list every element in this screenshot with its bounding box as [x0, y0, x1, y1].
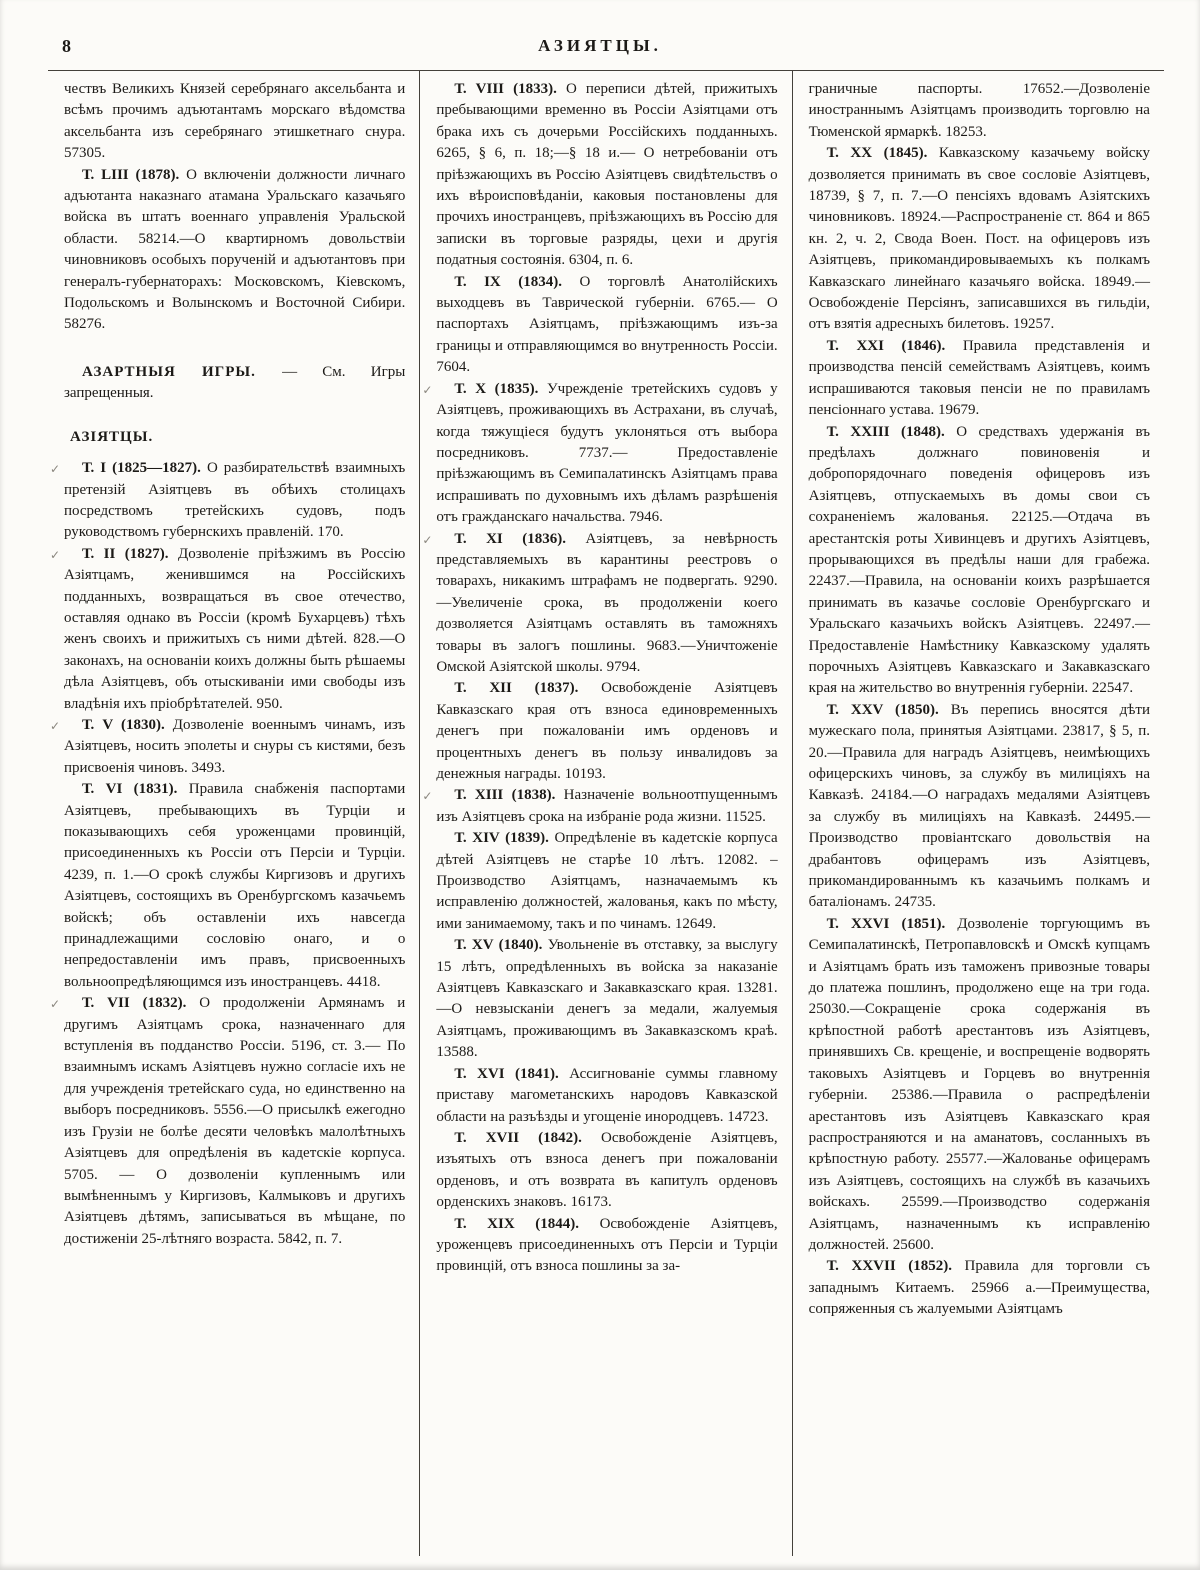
- index-entry: Т. XV (1840). Увольненіе въ отставку, за выслугу 15 лѣтъ, опредѣленныхъ въ войска за наказаніе Азіятцевъ Кавказскаго и Закавказскаго края. 13281.—О невзысканіи денегъ за медали, жалуемыя Азіятцамъ, проживающимъ въ Закавказскомъ краѣ. 13588.: [436, 937, 778, 1061]
- entry-lead: Т. XXVI (1851).: [826, 915, 958, 932]
- index-entry: Т. XXVII (1852). Правила для торговли съ западнымъ Китаемъ. 25966 а.—Преимущества, сопряженныя съ жалуемыми Азіятцамъ: [808, 1258, 1150, 1318]
- index-entry: Т. XIX (1844). Освобожденіе Азіятцевъ, уроженцевъ присоединенныхъ отъ Персіи и Турціи провинцій, отъ взноса пошлины за за-: [436, 1215, 778, 1275]
- pencil-check-mark: ✓: [422, 382, 433, 397]
- index-entry: Т. XXV (1850). Въ перепись вносятся дѣти мужескаго пола, принятыя Азіятцами. 23817, § 5, п. 20.—Правила для наградъ Азіятцевъ, неимѣющихъ офицерскихъ чиновъ, за службу въ милиціяхъ на Кавказѣ. 24184.—О наградахъ медалями Азіятцевъ за службу въ милиціяхъ на Кавказѣ. 24495.—Производство провіантскаго довольствія на драбантовъ офицерамъ изъ Азіятцевъ, прикомандированнымъ къ казачьимъ полкамъ и баталіонамъ. 24735.: [808, 701, 1150, 911]
- index-entry: ✓ Т. II (1827). Дозволеніе пріѣзжимъ въ Россію Азіятцамъ, женившимся на Россійскихъ подданныхъ, возвращаться въ свое отечество, оставляя однако въ Россіи (кромѣ Бухарцевъ) тѣхъ женъ своихъ и прижитыхъ съ ними дѣтей. 828.—О законахъ, на основаніи коихъ должны быть рѣшаемы дѣла Азіятцевъ, объ отыскиваніи ими свободы изъ владѣнія ихъ пріобрѣтателей. 950.: [50, 545, 406, 712]
- entry-lead: АЗІЯТЦЫ.: [70, 428, 154, 445]
- text-column-2: [419, 71, 791, 1556]
- entry-lead: Т. V (1830).: [82, 716, 173, 733]
- index-entry: ✓ Т. I (1825—1827). О разбирательствѣ взаимныхъ претензій Азіятцевъ въ обѣихъ столицахъ посредствомъ третейскихъ судовъ, подъ руководствомъ губернскихъ правленій. 170.: [50, 460, 406, 541]
- pencil-check-mark: ✓: [422, 789, 433, 804]
- entry-lead: Т. XXVII (1852).: [826, 1258, 965, 1275]
- pencil-check-mark: ✓: [50, 462, 61, 477]
- running-title: АЗИЯТЦЫ.: [538, 36, 662, 55]
- index-entry: Т. XVII (1842). Освобожденіе Азіятцевъ, изъятыхъ отъ взноса денегъ при пожалованіи орденовъ, и отъ возврата въ капитулъ орденовъ орденскихъ знаковъ. 16173.: [436, 1129, 778, 1211]
- index-entry: Т. XII (1837). Освобожденіе Азіятцевъ Кавказскаго края отъ взноса единовременныхъ денегъ при пожалованіи имъ орденовъ и процентныхъ денегъ въ пользу инвалидовъ за денежныя награды. 10193.: [436, 680, 778, 782]
- entry-lead: Т. XVII (1842).: [454, 1129, 602, 1146]
- index-entry: ✓ Т. X (1835). Учрежденіе третейскихъ судовъ у Азіятцевъ, проживающихъ въ Астрахани, въ случаѣ, когда тяжущіеся будутъ уклоняться отъ выбора посредниковъ. 7737.— Предоставленіе пріѣзжающимъ въ Семипалатинскъ Азіятцамъ права испрашивать по духовнымъ ихъ дѣламъ разрѣшенія отъ гражданскаго начальства. 7946.: [422, 380, 778, 526]
- entry-lead: Т. XXI (1846).: [826, 337, 963, 354]
- cross-reference-heading: АЗАРТНЫЯ ИГРЫ. — См. Игры запрещенныя.: [64, 363, 406, 402]
- index-entry: Т. XX (1845). Кавказскому казачьему войску дозволяется принимать въ свое сословіе Азіятцевъ, 18739, § 7, п. 7.—О пенсіяхъ вдовамъ Азіятскихъ чиновниковъ. 18924.—Распространеніе ст. 864 и 865 кн. 2, ч. 2, Свода Воен. Пост. на офицеровъ изъ Азіятцевъ, прикомандировываемыхъ къ полкамъ Кавказскаго линейнаго казачьяго войска. 18949.—Освобожденіе Персіянъ, записавшихся въ гильдіи, отъ взятія адресныхъ билетовъ. 19257.: [808, 145, 1150, 333]
- index-entry: ✓ Т. V (1830). Дозволеніе военнымъ чинамъ, изъ Азіятцевъ, носить эполеты и снуры съ кистями, безъ присвоенія чиновъ. 3493.: [50, 716, 406, 776]
- index-entry: Т. XXIII (1848). О средствахъ удержанія въ предѣлахъ должнаго повиновенія и добропорядочнаго поведенія офицеровъ изъ Азіятцевъ, отпускаемыхъ въ домы свои съ сохраненіемъ жалованья. 22125.—Отдача въ арестантскія роты Хивинцевъ и другихъ Азіятцевъ, прорывающихся въ предѣлы наши для грабежа. 22437.—Правила, на основаніи коихъ разрѣшается принимать въ казачье сословіе Оренбургскаго и Уральскаго казачьихъ войскъ Азіятцевъ. 22497.—Предоставленіе Намѣстнику Кавказскому удалять порочныхъ Азіятцевъ Кавказскаго и Закавказскаго края на жительство во внутреннія губерніи. 22547.: [808, 423, 1150, 697]
- entry-lead: Т. XIX (1844).: [454, 1215, 600, 1232]
- entry-lead: Т. XVI (1841).: [454, 1065, 570, 1082]
- index-entry: Т. LIII (1878). О включеніи должности личнаго адъютанта наказнаго атамана Уральскаго казачьяго войска въ штатъ военнаго управленія Уральской области. 58214.—О квартирномъ довольствіи чиновниковъ особыхъ порученій и адъютантовъ при генералъ-губернаторахъ: Московскомъ, Кіевскомъ, Подольскомъ и Волынскомъ и Восточной Сибири. 58276.: [64, 166, 406, 333]
- text-column-1: [48, 71, 419, 1556]
- index-entry: Т. IX (1834). О торговлѣ Анатолійскихъ выходцевъ въ Таврической губерніи. 6765.— О паспортахъ Азіятцамъ, пріѣзжающимъ изъ-за границы и отправляющимся во внутренность Россіи. 7604.: [436, 273, 778, 376]
- entry-lead: Т. XV (1840).: [454, 937, 548, 954]
- pencil-check-mark: ✓: [50, 718, 61, 733]
- entry-lead: Т. XXV (1850).: [826, 701, 951, 718]
- entry-lead: Т. II (1827).: [82, 545, 178, 562]
- index-entry: Т. XVI (1841). Ассигнованіе суммы главному приставу магометанскихъ народовъ Кавказской области на разъѣзды и угощеніе инородцевъ. 14723.: [436, 1065, 778, 1125]
- entry-lead: АЗАРТНЫЯ ИГРЫ.: [82, 363, 283, 380]
- text-columns: [48, 71, 1164, 1556]
- entry-lead: Т. IX (1834).: [454, 273, 580, 290]
- pencil-check-mark: ✓: [422, 532, 433, 547]
- section-title: [64, 427, 405, 448]
- index-entry: ✓ Т. XIII (1838). Назначеніе вольноотпущеннымъ изъ Азіятцевъ срока на избраніе рода жизни. 11525.: [422, 787, 778, 825]
- entry-lead: Т. VII (1832).: [82, 995, 200, 1012]
- entry-lead: Т. VIII (1833).: [454, 81, 566, 97]
- entry-lead: Т. I (1825—1827).: [82, 460, 207, 477]
- entry-lead: Т. XIV (1839).: [454, 830, 555, 847]
- pencil-check-mark: ✓: [50, 547, 61, 562]
- entry-lead: Т. XIII (1838).: [454, 787, 564, 804]
- index-entry: Т. XXI (1846). Правила представленія и производства пенсій семействамъ Азіятцевъ, коимъ испрашиваются таковыя пенсіи не по правиламъ пенсіоннаго устава. 19679.: [808, 337, 1150, 419]
- entry-lead: Т. XI (1836).: [454, 530, 586, 547]
- index-entry: ✓ Т. XI (1836). Азіятцевъ, за невѣрность представляемыхъ въ карантины реестровъ о товарахъ, никакимъ штрафамъ не подвергать. 9290.—Увеличеніе срока, въ продолженіи коего дозволяется Азіятцамъ оставлять въ таможняхъ товары въ залогъ пошлины. 9683.—Уничтоженіе Омской Азіятской школы. 9794.: [422, 530, 778, 675]
- index-entry: Т. VIII (1833). О переписи дѣтей, прижитыхъ пребывающими временно въ Россіи Азіятцами отъ брака ихъ съ дочерьми Россійскихъ подданныхъ. 6265, § 6, п. 18;—§ 18 и.— О нетребованіи отъ пріѣзжающихъ въ Россію Азіятцевъ свидѣтельствъ о ихъ вѣроисповѣданіи, каковыя постановлены для прочихъ иностранцевъ, пріѣзжающихъ въ Россію для записки въ торговые разряды, цехи и другія податныя состоянія. 6304, п. 6.: [436, 81, 778, 269]
- index-entry: ✓ Т. VII (1832). О продолженіи Армянамъ и другимъ Азіятцамъ срока, назначеннаго для вступленія въ подданство Россіи. 5196, ст. 3.— По взаимнымъ искамъ Азіятцевъ нужно согласіе ихъ не для учрежденія третейскаго суда, но единственно на выборъ посредниковъ. 5556.—О присылкѣ ежегодно изъ Грузіи не болѣе десяти человѣкъ малолѣтныхъ Азіятцевъ для опредѣленія въ кадетскіе корпуса. 5705. — О дозволеніи купленнымъ или вымѣненнымъ у Киргизовъ, Калмыковъ и другихъ Азіятцевъ дѣтямъ, записываться въ мѣщане, по достиженіи 25-лѣтняго возраста. 5842, п. 7.: [50, 995, 406, 1247]
- entry-lead: Т. VI (1831).: [82, 781, 189, 798]
- pencil-check-mark: ✓: [50, 997, 61, 1012]
- entry-lead: Т. XX (1845).: [826, 145, 939, 162]
- entry-lead: Т. LIII (1878).: [82, 166, 187, 183]
- continued-paragraph: граничные паспорты. 17652.—Дозволеніе иностраннымъ Азіятцамъ производить торговлю на Тюменской ярмаркѣ. 18253.: [808, 81, 1150, 140]
- continued-paragraph: чествъ Великихъ Князей серебрянаго аксельбанта и всѣмъ прочимъ адъютантамъ морскаго вѣдомства аксельбанта изъ серебрянаго этишкетнаго снура. 57305.: [64, 81, 406, 162]
- page-header: [0, 0, 1200, 64]
- index-entry: Т. XIV (1839). Опредѣленіе въ кадетскіе корпуса дѣтей Азіятцевъ не старѣе 10 лѣтъ. 12082. – Производство Азіятцамъ, назначаемымъ къ исправленію должностей, жалованья, какъ по мѣсту, ими занимаемому, такъ и по чинамъ. 12649.: [436, 830, 778, 932]
- index-entry: Т. XXVI (1851). Дозволеніе торгующимъ въ Семипалатинскѣ, Петропавловскѣ и Омскѣ купцамъ и Азіятцамъ брать изъ таможенъ привозные товары до платежа пошлинъ, продолжено еще на три года. 25030.—Сокращеніе срока содержанія въ крѣпостной работѣ арестантовъ изъ Азіятцевъ, принявшихъ Св. крещеніе, и воспрещеніе водворять таковыхъ Азіятцевъ и Горцевъ во внутреннія губерніи. 25386.—Правила о распредѣленіи арестантовъ изъ Азіятцевъ Кавказскаго края распространяются и на аманатовъ, сосланныхъ въ крѣпостную работу. 25577.—Жалованье офицерамъ изъ Азіятцевъ, состоящихъ на службѣ въ казачьихъ войскахъ. 25599.—Производство содержанія Азіятцамъ, назначеннымъ къ исправленію должностей. 25600.: [808, 915, 1150, 1253]
- index-entry: Т. VI (1831). Правила снабженія паспортами Азіятцевъ, пребывающихъ въ Турціи и показывающихъ себя уроженцами провинцій, присоединенныхъ къ Россіи отъ Персіи и Турціи. 4239, п. 1.—О срокѣ службы Киргизовъ и другихъ Азіятцевъ, состоящихъ въ Оренбургскомъ казачьемъ войскѣ; объ оставленіи ихъ навсегда принадлежащими сословію онаго, и о непредоставленіи имъ правъ, присвоенныхъ вольноопредѣляющимся изъ иностранцевъ. 4418.: [64, 781, 406, 990]
- entry-lead: Т. X (1835).: [454, 380, 548, 397]
- text-column-3: [792, 71, 1164, 1556]
- entry-lead: Т. XII (1837).: [454, 680, 602, 697]
- entry-lead: Т. XXIII (1848).: [826, 423, 957, 440]
- page-number: 8: [62, 36, 71, 56]
